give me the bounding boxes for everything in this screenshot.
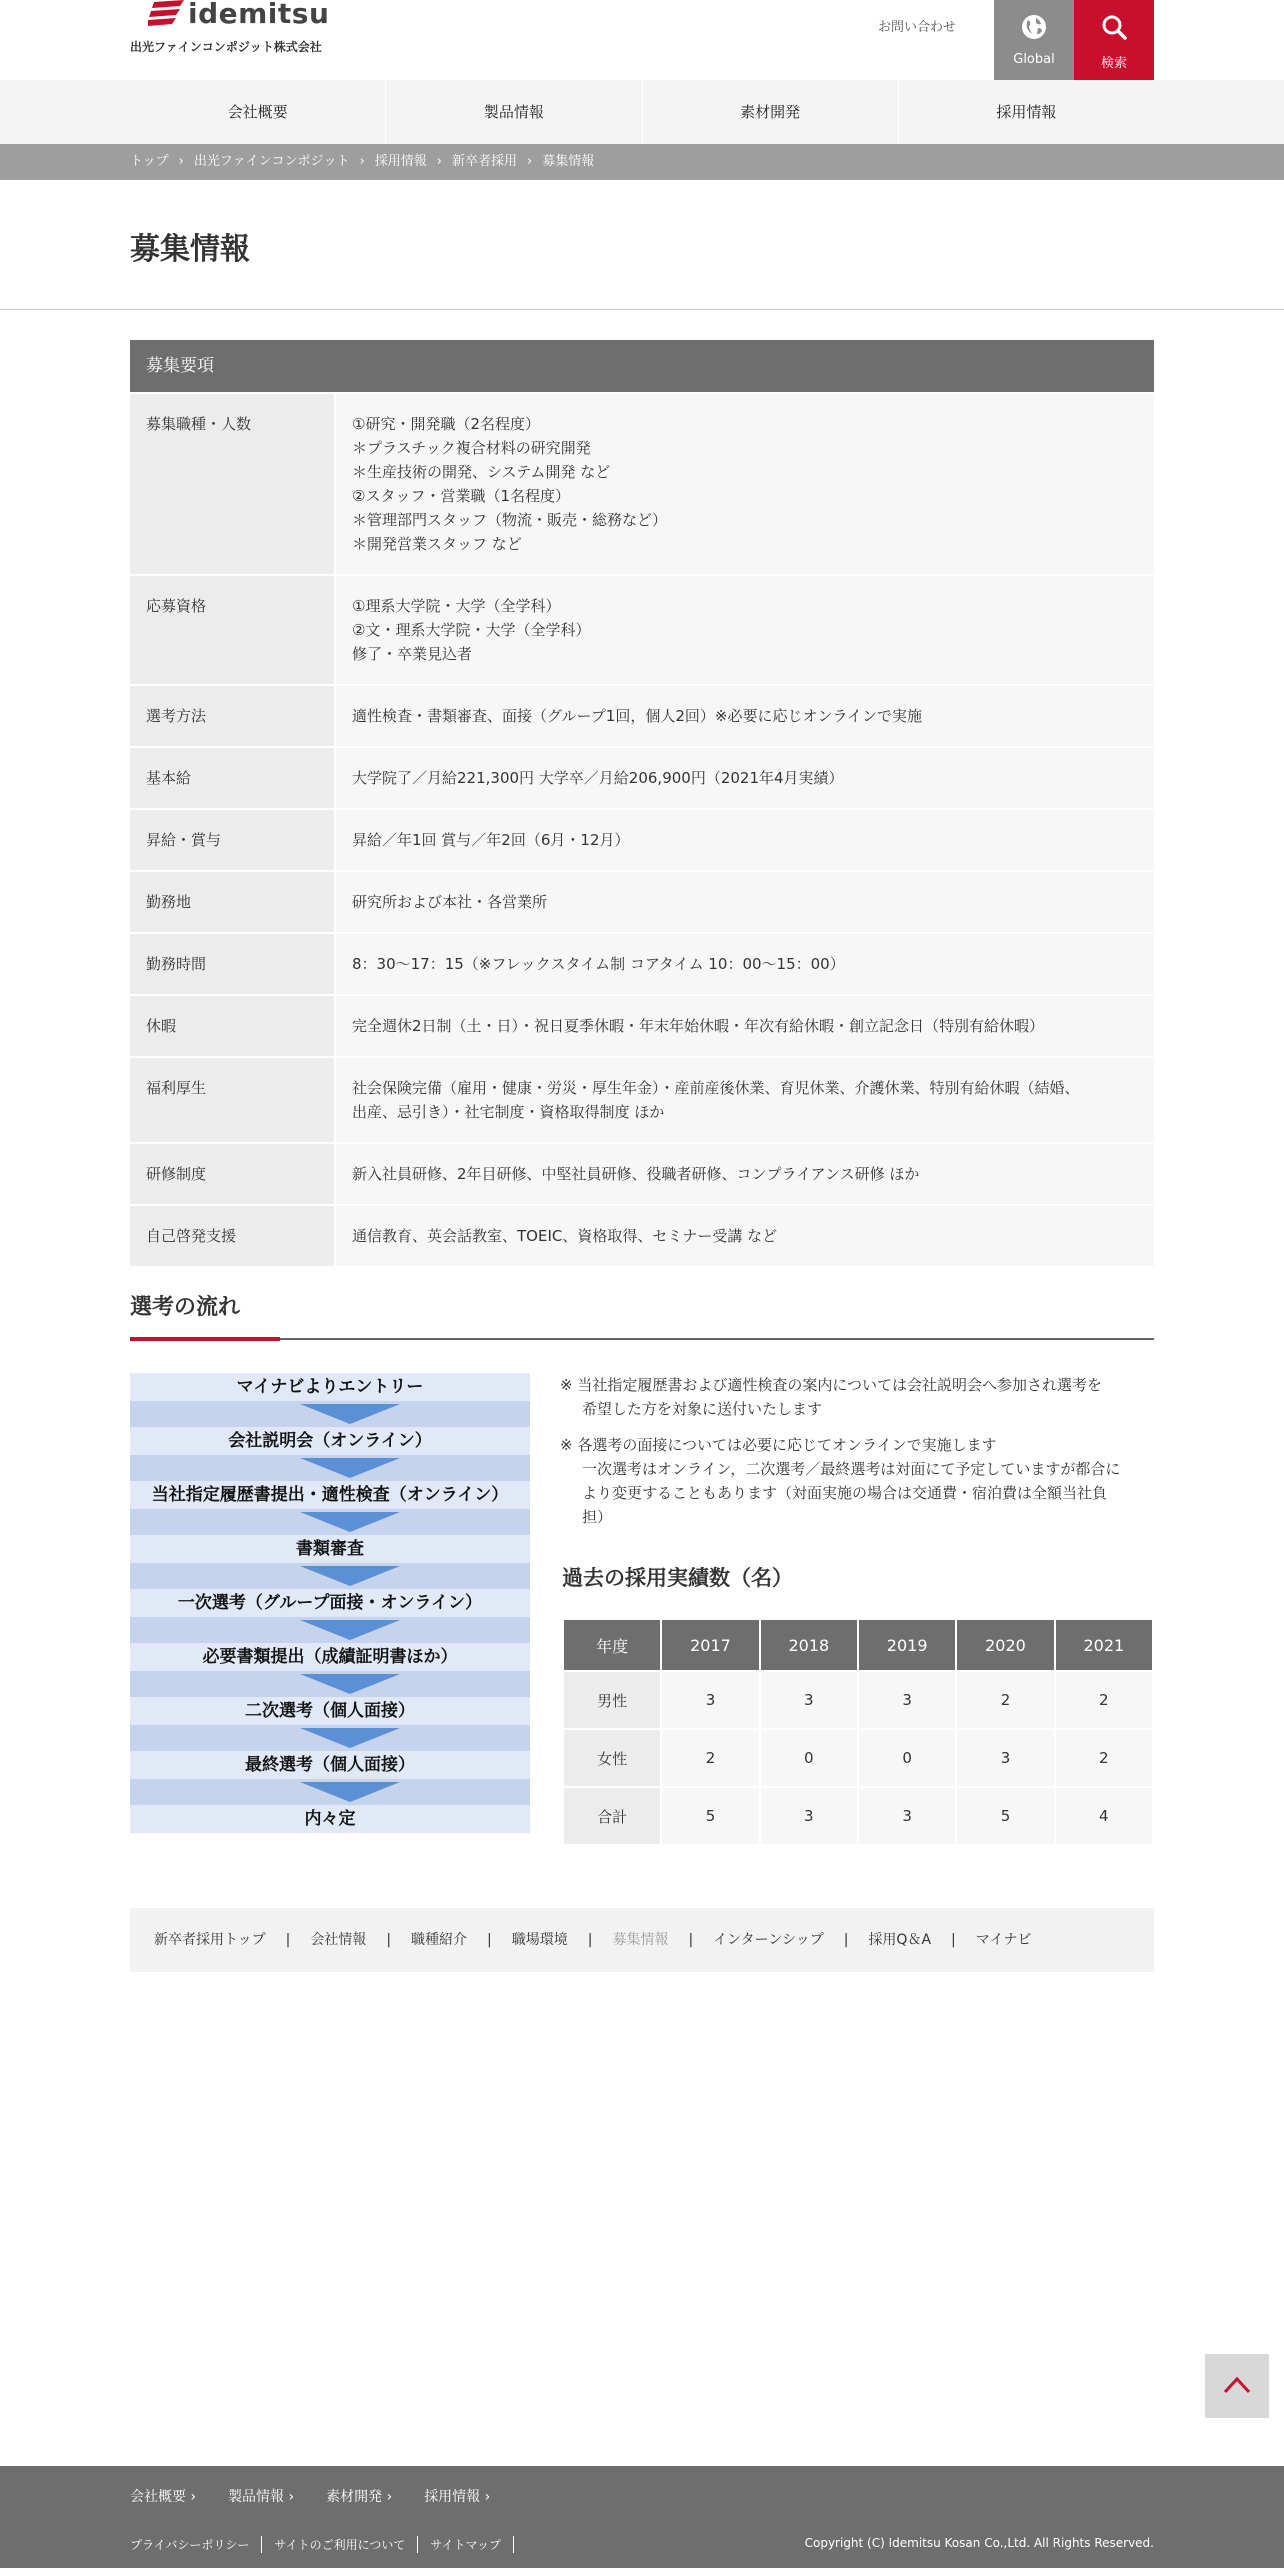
subnav-item[interactable]: 募集情報 — [612, 1932, 669, 1948]
results-cell: 2 — [1055, 1729, 1153, 1787]
requirements-value-line: ＊生産技術の開発、システム開発 など — [352, 463, 611, 481]
footer-nav-recruit[interactable]: 採用情報 › — [424, 2486, 490, 2506]
flow-connector — [130, 1401, 530, 1427]
results-row — [563, 1671, 1153, 1729]
requirements-row — [130, 870, 1154, 932]
idemitsu-logo-icon — [148, 0, 186, 30]
requirements-row — [130, 392, 1154, 574]
flow-connector — [130, 1671, 530, 1697]
selection-note — [560, 1433, 1154, 1529]
requirements-value — [334, 394, 1154, 574]
results-cell: 3 — [858, 1671, 956, 1729]
requirements-label: 基本給 — [130, 748, 334, 808]
note-text: 一次選考はオンライン，二次選考／最終選考は対面にて予定していますが都合に — [582, 1460, 1121, 1478]
footer-nav-products[interactable]: 製品情報 › — [228, 2486, 294, 2506]
selection-flow-title: 選考の流れ — [130, 1295, 241, 1320]
results-cell: 0 — [760, 1729, 858, 1787]
subnav-item[interactable]: 職種紹介 — [411, 1932, 468, 1948]
requirements-value — [334, 872, 1154, 932]
subnav-item[interactable]: インターンシップ — [713, 1932, 824, 1948]
requirements-value-line: ②スタッフ・営業職（1名程度） — [352, 487, 570, 505]
requirements-value-line: 完全週休2日制（土・日）・祝日夏季休暇・年末年始休暇・年次有給休暇・創立記念日（特別有給休暇） — [352, 1017, 1045, 1035]
requirements-value-line: 新入社員研修、2年目研修、中堅社員研修、役職者研修、コンプライアンス研修 ほか — [352, 1165, 920, 1183]
site-footer — [0, 2466, 1284, 2568]
note-text: ※ 当社指定履歴書および適性検査の案内については会社説明会へ参加され選考を — [560, 1376, 1103, 1394]
divider: | — [587, 1932, 593, 1948]
subnav-item[interactable]: 会社情報 — [310, 1932, 367, 1948]
requirements-row — [130, 808, 1154, 870]
requirements-value — [334, 1144, 1154, 1204]
arrow-down-icon — [300, 1779, 400, 1805]
results-header-row — [563, 1619, 1153, 1671]
page-title: 募集情報 — [130, 232, 250, 267]
site-header — [0, 0, 1284, 80]
requirements-value-line: 8：30～17：15（※フレックスタイム制 コアタイム 10：00～15：00） — [352, 955, 845, 973]
requirements-row — [130, 994, 1154, 1056]
requirements-label: 昇給・賞与 — [130, 810, 334, 870]
requirements-value — [334, 576, 1154, 684]
results-cell: 3 — [661, 1671, 759, 1729]
footer-nav-company[interactable]: 会社概要 › — [130, 2486, 196, 2506]
sitemap-link[interactable]: サイトマップ — [417, 2536, 513, 2553]
requirements-value — [334, 934, 1154, 994]
requirements-table — [130, 340, 1154, 1266]
subnav-item[interactable]: マイナビ — [975, 1932, 1032, 1948]
search-label: 検索 — [1100, 56, 1127, 71]
globe-icon — [1021, 14, 1047, 40]
requirements-value — [334, 810, 1154, 870]
requirements-label: 福利厚生 — [130, 1058, 334, 1142]
flow-step: 最終選考（個人面接） — [130, 1751, 530, 1779]
arrow-down-icon — [300, 1671, 400, 1697]
chevron-right-icon: › — [359, 154, 365, 169]
results-row-label: 男性 — [563, 1671, 661, 1729]
requirements-heading: 募集要項 — [130, 340, 1154, 392]
note-text: 担） — [582, 1508, 613, 1526]
flow-step: 当社指定履歴書提出・適性検査（オンライン） — [130, 1481, 530, 1509]
flow-step: 書類審査 — [130, 1535, 530, 1563]
flow-connector — [130, 1725, 530, 1751]
logo-company-name: 出光ファインコンポジット株式会社 — [130, 40, 322, 54]
results-cell: 3 — [760, 1671, 858, 1729]
results-header-cell: 2020 — [956, 1619, 1054, 1671]
requirements-label: 勤務地 — [130, 872, 334, 932]
selection-note — [560, 1373, 1154, 1421]
arrow-down-icon — [300, 1509, 400, 1535]
results-cell: 2 — [1055, 1671, 1153, 1729]
selection-notes — [560, 1373, 1154, 1541]
requirements-row — [130, 684, 1154, 746]
flow-connector — [130, 1455, 530, 1481]
results-cell: 5 — [956, 1787, 1054, 1845]
requirements-value-line: 適性検査・書類審査、面接（グループ1回，個人2回）※必要に応じオンラインで実施 — [352, 707, 923, 725]
breadcrumb-item[interactable]: 新卒者採用 — [452, 154, 518, 169]
breadcrumb — [0, 144, 1284, 180]
subnav-item[interactable]: 職場環境 — [511, 1932, 568, 1948]
requirements-value-line: ＊プラスチック複合材料の研究開発 — [352, 439, 591, 457]
search-icon — [1101, 14, 1127, 40]
requirements-value-line: 大学院了／月給221,300円 大学卒／月給206,900円（2021年4月実績） — [352, 769, 844, 787]
search-button[interactable] — [1074, 0, 1154, 80]
divider: | — [951, 1932, 956, 1948]
divider — [0, 309, 1284, 310]
selection-flow-chart — [130, 1373, 530, 1835]
note-text: より変更することもあります（対面実施の場合は交通費・宿泊費は全額当社負 — [582, 1484, 1108, 1502]
flow-step: 内々定 — [130, 1805, 530, 1833]
note-text: 希望した方を対象に送付いたします — [582, 1400, 823, 1418]
page-top-button[interactable] — [1205, 2354, 1269, 2418]
nav-item-products[interactable]: 製品情報 — [385, 80, 641, 144]
accent-bar — [130, 1337, 280, 1341]
requirements-row — [130, 932, 1154, 994]
requirements-row — [130, 1204, 1154, 1266]
requirements-value — [334, 1058, 1154, 1142]
breadcrumb-item[interactable]: 出光ファインコンポジット — [193, 154, 350, 169]
arrow-down-icon — [300, 1725, 400, 1751]
subnav-item[interactable]: 新卒者採用トップ — [154, 1932, 266, 1948]
flow-connector — [130, 1617, 530, 1643]
chevron-right-icon: › — [527, 154, 533, 169]
divider — [513, 2536, 514, 2553]
results-header-cell: 2019 — [858, 1619, 956, 1671]
terms-of-use-link[interactable]: サイトのご利用について — [261, 2536, 417, 2553]
chevron-up-icon — [1223, 2374, 1251, 2396]
divider: | — [688, 1932, 694, 1948]
global-label: Global — [1013, 52, 1055, 67]
requirements-value-line: ①理系大学院・大学（全学科） — [352, 597, 561, 615]
results-header-cell: 年度 — [563, 1619, 661, 1671]
logo-wordmark: idemitsu — [188, 0, 330, 30]
flow-step: 一次選考（グループ面接・オンライン） — [130, 1589, 530, 1617]
results-cell: 2 — [956, 1671, 1054, 1729]
arrow-down-icon — [300, 1401, 400, 1427]
results-cell: 3 — [956, 1729, 1054, 1787]
requirements-value-line: ＊管理部門スタッフ（物流・販売・総務など） — [352, 511, 668, 529]
company-logo[interactable] — [130, 0, 330, 60]
results-row-label: 女性 — [563, 1729, 661, 1787]
hiring-results-table — [562, 1618, 1154, 1846]
copyright: Copyright (C) Idemitsu Kosan Co.,Ltd. All Rights Reserved. — [804, 2536, 1154, 2550]
requirements-value-line: 修了・卒業見込者 — [352, 645, 473, 663]
contact-link[interactable]: お問い合わせ — [878, 20, 957, 35]
subnav-item[interactable]: 採用Q＆A — [868, 1932, 932, 1948]
flow-step: 必要書類提出（成績証明書ほか） — [130, 1643, 530, 1671]
note-text: ※ 各選考の面接については必要に応じてオンラインで実施します — [560, 1436, 997, 1454]
breadcrumb-current: 募集情報 — [542, 154, 595, 169]
requirements-value — [334, 996, 1154, 1056]
results-title: 過去の採用実績数（名） — [562, 1566, 793, 1590]
nav-item-company[interactable]: 会社概要 — [227, 103, 288, 121]
requirements-row — [130, 1056, 1154, 1142]
requirements-label: 勤務時間 — [130, 934, 334, 994]
divider: | — [386, 1932, 392, 1948]
requirements-label: 休暇 — [130, 996, 334, 1056]
requirements-value-line: 研究所および本社・各営業所 — [352, 893, 548, 911]
chevron-right-icon: › — [436, 154, 442, 169]
recruit-subnav — [130, 1908, 1154, 1972]
chevron-right-icon: › — [178, 154, 184, 169]
flow-step: マイナビよりエントリー — [130, 1373, 530, 1401]
results-cell: 5 — [661, 1787, 759, 1845]
flow-step: 二次選考（個人面接） — [130, 1697, 530, 1725]
requirements-value-line: 通信教育、英会話教室、TOEIC、資格取得、セミナー受講 など — [352, 1227, 778, 1245]
results-header-cell: 2018 — [760, 1619, 858, 1671]
requirements-label: 応募資格 — [130, 576, 334, 684]
results-cell: 0 — [858, 1729, 956, 1787]
requirements-value — [334, 748, 1154, 808]
requirements-value-line: 昇給／年1回 賞与／年2回（6月・12月） — [352, 831, 630, 849]
results-header-cell: 2017 — [661, 1619, 759, 1671]
requirements-value-line: ＊開発営業スタッフ など — [352, 535, 522, 553]
results-header-cell: 2021 — [1055, 1619, 1153, 1671]
results-cell: 3 — [760, 1787, 858, 1845]
divider: | — [843, 1932, 849, 1948]
privacy-policy-link[interactable]: プライバシーポリシー — [130, 2538, 250, 2552]
nav-item-materials[interactable]: 素材開発 — [642, 80, 898, 144]
results-cell: 2 — [661, 1729, 759, 1787]
requirements-row — [130, 746, 1154, 808]
requirements-label: 選考方法 — [130, 686, 334, 746]
global-button[interactable] — [994, 0, 1074, 80]
divider: | — [487, 1932, 492, 1948]
results-row — [563, 1787, 1153, 1845]
requirements-value — [334, 1206, 1154, 1266]
global-nav — [0, 80, 1284, 144]
results-row — [563, 1729, 1153, 1787]
requirements-row — [130, 1142, 1154, 1204]
footer-nav-materials[interactable]: 素材開発 › — [326, 2486, 392, 2506]
results-cell: 4 — [1055, 1787, 1153, 1845]
requirements-value — [334, 686, 1154, 746]
divider — [130, 1338, 1154, 1340]
results-cell: 3 — [858, 1787, 956, 1845]
requirements-row — [130, 574, 1154, 684]
requirements-value-line: ①研究・開発職（2名程度） — [352, 415, 540, 433]
requirements-label: 研修制度 — [130, 1144, 334, 1204]
requirements-label: 募集職種・人数 — [130, 394, 334, 574]
flow-connector — [130, 1563, 530, 1589]
breadcrumb-item[interactable]: トップ — [130, 154, 169, 169]
results-row-label: 合計 — [563, 1787, 661, 1845]
breadcrumb-item[interactable]: 採用情報 — [374, 154, 427, 169]
flow-connector — [130, 1779, 530, 1805]
arrow-down-icon — [300, 1563, 400, 1589]
arrow-down-icon — [300, 1617, 400, 1643]
flow-step: 会社説明会（オンライン） — [130, 1427, 530, 1455]
flow-connector — [130, 1509, 530, 1535]
arrow-down-icon — [300, 1455, 400, 1481]
divider: | — [285, 1932, 291, 1948]
nav-item-recruit[interactable]: 採用情報 — [898, 80, 1154, 144]
requirements-value-line: 社会保険完備（雇用・健康・労災・厚生年金）・産前産後休業、育児休業、介護休業、特別有給休暇（結婚、 — [352, 1079, 1080, 1097]
requirements-label: 自己啓発支援 — [130, 1206, 334, 1266]
requirements-value-line: ②文・理系大学院・大学（全学科） — [352, 621, 591, 639]
requirements-value-line: 出産、忌引き）・社宅制度・資格取得制度 ほか — [352, 1103, 665, 1121]
